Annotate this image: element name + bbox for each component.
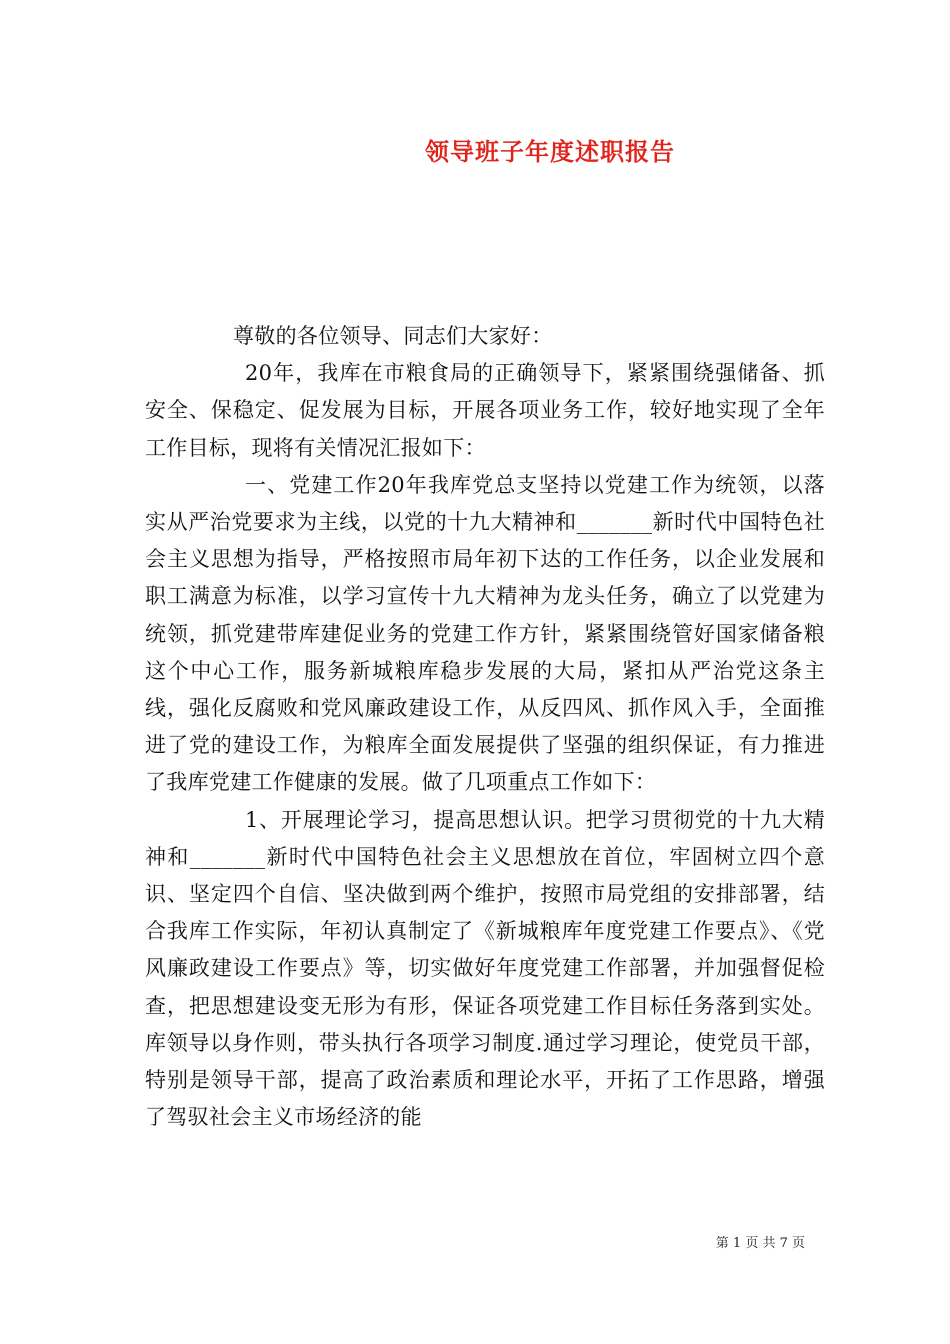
theory-study-paragraph: 1、开展理论学习，提高思想认识。把学习贯彻党的十九大精神和_______新时代中国特色社会主义思想放在首位，牢固树立四个意识、坚定四个自信、坚决做到两个维护，按照市局党组的安排部署，结合我库工作实际，年初认真制定了《新城粮库年度党建工作要点》、《党风廉政建设工作要点》等，切实做好年度党建工作部署，并加强督促检查，把思想建设变无形为有形，保证各项党建工作目标任务落到实处。库领导以身作则，带头执行各项学习制度.通过学习理论，使党员干部，特别是领导干部，提高了政治素质和理论水平，开拓了工作思路，增强了驾驭社会主义市场经济的能 (145, 807, 825, 1130)
party-building-paragraph: 一、党建工作20年我库党总支坚持以党建工作为统领，以落实从严治党要求为主线，以党的十九大精神和_______新时代中国特色社会主义思想为指导，严格按照市局年初下达的工作任务，以企业发展和职工满意为标准，以学习宣传十九大精神为龙头任务，确立了以党建为统领，抓党建带库建促业务的党建工作方针，紧紧围绕管好国家储备粮这个中心工作，服务新城粮库稳步发展的大局，紧扣从严治党这条主线，强化反腐败和党风廉政建设工作，从反四风、抓作风入手，全面推进了党的建设工作，为粮库全面发展提供了坚强的组织保证，有力推进了我库党建工作健康的发展。做了几项重点工作如下： (145, 472, 825, 795)
document-title: 领导班子年度述职报告 (425, 137, 675, 166)
document-body (145, 318, 825, 1136)
page-number-footer: 第 1 页 共 7 页 (715, 1236, 805, 1251)
greeting-paragraph: 尊敬的各位领导、同志们大家好： (233, 324, 553, 348)
intro-paragraph: 20年，我库在市粮食局的正确领导下，紧紧围绕强储备、抓安全、保稳定、促发展为目标，开展各项业务工作，较好地实现了全年工作目标，现将有关情况汇报如下： (145, 361, 825, 460)
